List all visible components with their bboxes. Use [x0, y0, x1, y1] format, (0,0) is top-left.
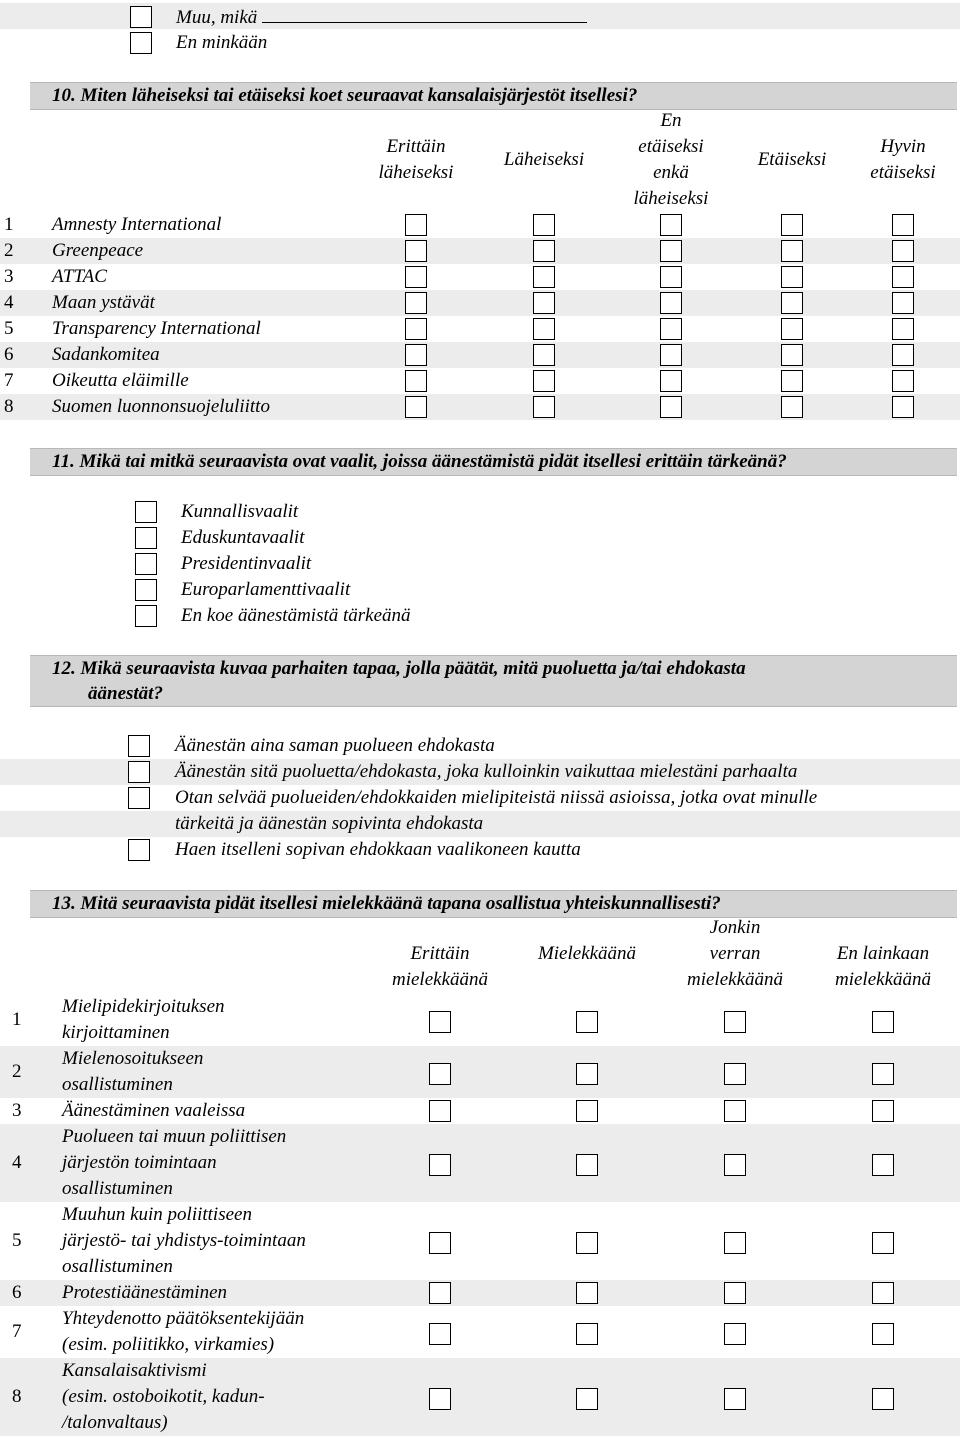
- rating-checkbox[interactable]: [892, 318, 914, 340]
- q12-question-line2: äänestät?: [88, 683, 163, 704]
- row-number: 4: [12, 1152, 22, 1173]
- row-label: Amnesty International: [52, 214, 222, 235]
- q10-column-header: En etäiseksi enkä läheiseksi: [633, 110, 709, 209]
- rating-checkbox[interactable]: [892, 214, 914, 236]
- row-label: Sadankomitea: [52, 344, 160, 365]
- row-number: 8: [4, 396, 14, 417]
- checkbox[interactable]: [128, 787, 150, 809]
- row-number: 3: [4, 266, 14, 287]
- row-number: 2: [4, 240, 14, 261]
- rating-checkbox[interactable]: [576, 1063, 598, 1085]
- rating-checkbox[interactable]: [533, 318, 555, 340]
- rating-checkbox[interactable]: [724, 1323, 746, 1345]
- rating-checkbox[interactable]: [533, 240, 555, 262]
- rating-checkbox[interactable]: [429, 1282, 451, 1304]
- row-number: 5: [12, 1230, 22, 1251]
- row-number: 8: [12, 1386, 22, 1407]
- checkbox[interactable]: [135, 527, 157, 549]
- rating-checkbox[interactable]: [405, 370, 427, 392]
- rating-checkbox[interactable]: [533, 370, 555, 392]
- rating-checkbox[interactable]: [533, 214, 555, 236]
- option-label: Eduskuntavaalit: [181, 527, 305, 548]
- row-label: Protestiäänestäminen: [62, 1282, 227, 1303]
- rating-checkbox[interactable]: [405, 240, 427, 262]
- option-label: En koe äänestämistä tärkeänä: [181, 605, 411, 626]
- checkbox[interactable]: [128, 761, 150, 783]
- rating-checkbox[interactable]: [781, 344, 803, 366]
- rating-checkbox[interactable]: [660, 214, 682, 236]
- rating-checkbox[interactable]: [781, 396, 803, 418]
- rating-checkbox[interactable]: [429, 1011, 451, 1033]
- rating-checkbox[interactable]: [892, 266, 914, 288]
- row-label: Mielipidekirjoituksen kirjoittaminen: [62, 996, 225, 1043]
- row-label: Maan ystävät: [52, 292, 155, 313]
- table-row: [0, 1280, 960, 1306]
- checkbox[interactable]: [135, 501, 157, 523]
- q13-column-header: Jonkin verran mielekkäänä: [686, 917, 783, 990]
- rating-checkbox[interactable]: [429, 1063, 451, 1085]
- table-row: [0, 290, 960, 316]
- row-label: Oikeutta eläimille: [52, 370, 189, 391]
- q10-column-header: Etäiseksi: [757, 149, 827, 170]
- rating-checkbox[interactable]: [724, 1063, 746, 1085]
- q10-column-header: Erittäin läheiseksi: [378, 136, 454, 183]
- rating-checkbox[interactable]: [660, 370, 682, 392]
- row-number: 1: [4, 214, 14, 235]
- row-label: Kansalaisaktivismi (esim. ostoboikotit, kadun- /talonvaltaus): [62, 1360, 265, 1433]
- row-number: 6: [4, 344, 14, 365]
- table-row: [0, 1358, 960, 1436]
- rating-checkbox[interactable]: [781, 318, 803, 340]
- rating-checkbox[interactable]: [872, 1063, 894, 1085]
- rating-checkbox[interactable]: [405, 344, 427, 366]
- rating-checkbox[interactable]: [724, 1388, 746, 1410]
- q10-column-header: Hyvin etäiseksi: [870, 136, 936, 183]
- rating-checkbox[interactable]: [660, 396, 682, 418]
- row-number: 5: [4, 318, 14, 339]
- rating-checkbox[interactable]: [724, 1100, 746, 1122]
- q13-column-header: Erittäin mielekkäänä: [391, 943, 488, 990]
- checkbox[interactable]: [128, 735, 150, 757]
- table-row: [0, 1202, 960, 1280]
- rating-checkbox[interactable]: [405, 318, 427, 340]
- row-number: 4: [4, 292, 14, 313]
- rating-checkbox[interactable]: [576, 1282, 598, 1304]
- rating-checkbox[interactable]: [892, 292, 914, 314]
- checkbox-muu[interactable]: [130, 6, 152, 28]
- rating-checkbox[interactable]: [781, 370, 803, 392]
- table-row: [0, 212, 960, 238]
- q12-question-line1: 12. Mikä seuraavista kuvaa parhaiten tapaa, jolla päätät, mitä puoluetta ja/tai ehdokasta: [52, 658, 746, 679]
- option-label: tärkeitä ja äänestän sopivinta ehdokasta: [175, 813, 484, 834]
- rating-checkbox[interactable]: [724, 1154, 746, 1176]
- rating-checkbox[interactable]: [872, 1154, 894, 1176]
- option-en-minkaan: En minkään: [176, 32, 268, 53]
- rating-checkbox[interactable]: [660, 318, 682, 340]
- checkbox[interactable]: [135, 579, 157, 601]
- rating-checkbox[interactable]: [405, 396, 427, 418]
- table-row: [0, 1306, 960, 1358]
- rating-checkbox[interactable]: [892, 396, 914, 418]
- q10-question: 10. Miten läheiseksi tai etäiseksi koet seuraavat kansalaisjärjestöt itsellesi?: [52, 85, 638, 106]
- option-label: Otan selvää puolueiden/ehdokkaiden mielipiteistä niissä asioissa, jotka ovat minulle: [175, 787, 818, 808]
- rating-checkbox[interactable]: [576, 1154, 598, 1176]
- q13-column-header: Mielekkäänä: [537, 943, 637, 964]
- option-muu: [176, 6, 587, 29]
- row-number: 7: [4, 370, 14, 391]
- rating-checkbox[interactable]: [660, 266, 682, 288]
- q13-question: 13. Mitä seuraavista pidät itsellesi mielekkäänä tapana osallistua yhteiskunnallisesti?: [52, 893, 721, 914]
- rating-checkbox[interactable]: [533, 292, 555, 314]
- row-number: 1: [12, 1009, 22, 1030]
- row-number: 7: [12, 1321, 22, 1342]
- rating-checkbox[interactable]: [872, 1100, 894, 1122]
- rating-checkbox[interactable]: [576, 1323, 598, 1345]
- rating-checkbox[interactable]: [724, 1011, 746, 1033]
- row-label: Puolueen tai muun poliittisen järjestön toimintaan osallistuminen: [62, 1126, 287, 1199]
- rating-checkbox[interactable]: [872, 1323, 894, 1345]
- table-row: [0, 316, 960, 342]
- rating-checkbox[interactable]: [872, 1282, 894, 1304]
- q13-column-header: En lainkaan mielekkäänä: [834, 943, 931, 990]
- rating-checkbox[interactable]: [533, 344, 555, 366]
- rating-checkbox[interactable]: [724, 1282, 746, 1304]
- rating-checkbox[interactable]: [429, 1154, 451, 1176]
- option-label: Presidentinvaalit: [181, 553, 312, 574]
- rating-checkbox[interactable]: [429, 1100, 451, 1122]
- rating-checkbox[interactable]: [533, 396, 555, 418]
- option-label: Äänestän aina saman puolueen ehdokasta: [175, 735, 495, 756]
- rating-checkbox[interactable]: [892, 344, 914, 366]
- rating-checkbox[interactable]: [660, 240, 682, 262]
- row-label: Greenpeace: [52, 240, 144, 261]
- table-row: [0, 1124, 960, 1202]
- option-muu-label: Muu, mikä: [176, 7, 258, 28]
- table-row: [0, 1098, 960, 1124]
- rating-checkbox[interactable]: [872, 1232, 894, 1254]
- rating-checkbox[interactable]: [576, 1011, 598, 1033]
- table-row: [0, 238, 960, 264]
- rating-checkbox[interactable]: [781, 240, 803, 262]
- rating-checkbox[interactable]: [405, 214, 427, 236]
- table-row: [0, 1046, 960, 1098]
- rating-checkbox[interactable]: [533, 266, 555, 288]
- row-number: 3: [12, 1100, 22, 1121]
- rating-checkbox[interactable]: [429, 1232, 451, 1254]
- rating-checkbox[interactable]: [892, 240, 914, 262]
- checkbox[interactable]: [135, 553, 157, 575]
- rating-checkbox[interactable]: [576, 1232, 598, 1254]
- rating-checkbox[interactable]: [576, 1100, 598, 1122]
- option-label: Äänestän sitä puoluetta/ehdokasta, joka kulloinkin vaikuttaa mielestäni parhaalta: [175, 761, 798, 782]
- table-row: [0, 264, 960, 290]
- rating-checkbox[interactable]: [892, 370, 914, 392]
- muu-blank-field[interactable]: [262, 6, 587, 23]
- row-label: Mielenosoitukseen osallistuminen: [62, 1048, 204, 1095]
- row-label: Transparency International: [52, 318, 261, 339]
- table-row: [0, 394, 960, 420]
- rating-checkbox[interactable]: [724, 1232, 746, 1254]
- rating-checkbox[interactable]: [781, 266, 803, 288]
- checkbox[interactable]: [135, 605, 157, 627]
- rating-checkbox[interactable]: [576, 1388, 598, 1410]
- option-label: Haen itselleni sopivan ehdokkaan vaalikoneen kautta: [175, 839, 581, 860]
- rating-checkbox[interactable]: [660, 344, 682, 366]
- option-label: Kunnallisvaalit: [181, 501, 299, 522]
- table-row: [0, 368, 960, 394]
- rating-checkbox[interactable]: [405, 266, 427, 288]
- checkbox-en-minkaan[interactable]: [130, 32, 152, 54]
- table-row: [0, 994, 960, 1046]
- option-label: Europarlamenttivaalit: [181, 579, 351, 600]
- rating-checkbox[interactable]: [872, 1011, 894, 1033]
- rating-checkbox[interactable]: [405, 292, 427, 314]
- row-label: Äänestäminen vaaleissa: [62, 1100, 246, 1121]
- q10-column-header: Läheiseksi: [503, 149, 585, 170]
- rating-checkbox[interactable]: [872, 1388, 894, 1410]
- row-label: Yhteydenotto päätöksentekijään (esim. poliitikko, virkamies): [62, 1308, 305, 1355]
- row-number: 6: [12, 1282, 22, 1303]
- rating-checkbox[interactable]: [660, 292, 682, 314]
- table-row: [0, 342, 960, 368]
- rating-checkbox[interactable]: [429, 1323, 451, 1345]
- row-label: Muuhun kuin poliittiseen järjestö- tai yhdistys-toimintaan osallistuminen: [62, 1204, 306, 1277]
- row-label: ATTAC: [52, 266, 107, 287]
- rating-checkbox[interactable]: [781, 292, 803, 314]
- rating-checkbox[interactable]: [429, 1388, 451, 1410]
- q11-question: 11. Mikä tai mitkä seuraavista ovat vaalit, joissa äänestämistä pidät itsellesi erittäin tärkeänä?: [52, 451, 787, 472]
- row-label: Suomen luonnonsuojeluliitto: [52, 396, 270, 417]
- rating-checkbox[interactable]: [781, 214, 803, 236]
- checkbox[interactable]: [128, 839, 150, 861]
- row-number: 2: [12, 1061, 22, 1082]
